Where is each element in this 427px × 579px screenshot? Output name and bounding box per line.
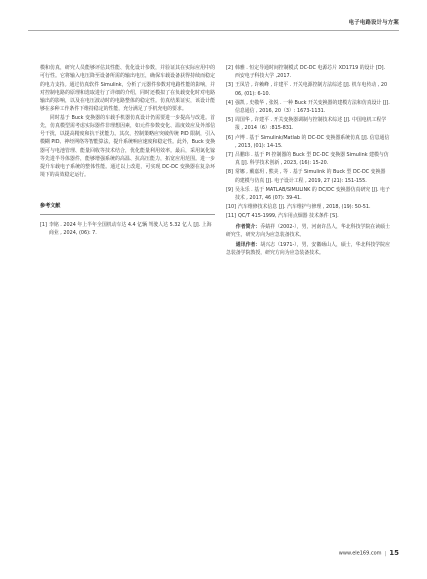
reference-item bbox=[226, 116, 390, 132]
body-paragraph: 同时基于 Buck 变换器的车载手机器仿真设计仍需要进一步提高与改进。首先，仿真模型需考虑实际器件非理想因素，如元件参数变化、温度效应及外部信号干扰，以提高精度和抗干扰能力。其次，控制策略应突破传统 PID 限制，引入模糊 PID、神经网络等智能算法，提升系统响应速度和稳定性。此外，Buck 变换器可与电池管理、能量回收等技术结合，优化能量利用效率。最后，采用氮化镓等先进半导体器件，能够增强系统的高温、抗高压能力，拓宽应用范围。进一步提升车载电子系统的整体性能。通过以上改进，可实现 DC-DC 变换器在复杂环境下的高效稳定运行。 bbox=[40, 114, 215, 179]
reference-number: [7] bbox=[226, 152, 233, 159]
reference-text: QC/T 415-1999, 汽车用点烟器 技术条件 [S]. bbox=[238, 213, 339, 220]
reference-item bbox=[226, 151, 390, 167]
author-bio-text: 乔婧祥（2002-），男，河南许昌人，华北科技学院在读硕士研究生，研究方向为应急装备技术。 bbox=[226, 223, 390, 238]
page-header bbox=[0, 8, 427, 48]
reference-item bbox=[226, 99, 390, 115]
reference-number: [6] bbox=[226, 134, 233, 141]
reference-number: [5] bbox=[226, 117, 233, 124]
body-paragraph: 模和仿真，研究人员能够评估其性能、优化设计参数，并验证其在实际应用中的可行性。它将输入电压降至设备所需的输出电压，确保车载设备获得持续而稳定的电力支持。通过仿真软件 Simulink，分析了元器件参数对电路性能的影响，并对控制电路的原理和选取进行了详细的介绍，同时还模拟了在负载变化时对电路输出的影响，以及在电压波动时的电路整体的稳定性。仿真结果证实，该设计能够在多种工作条件下维持稳定的性能，充分满足了手机充电的要求。 bbox=[40, 65, 215, 113]
reference-number: [10] bbox=[226, 204, 237, 211]
reference-item bbox=[226, 81, 390, 97]
right-column bbox=[226, 64, 390, 258]
reference-text: 强凯 , 史敬华 , 张锐 . 一种 Buck 开关变换器的建模方法和仿真设计 [J]. 信息通信 , 2016, 20（3）: 1673-1131. bbox=[234, 99, 390, 115]
page-number: 15 bbox=[389, 549, 399, 557]
reference-number: [9] bbox=[226, 186, 233, 193]
reference-text: 汽车维修技术信息 [J]. 汽车维护与修理 , 2018, (19): 50-51. bbox=[238, 204, 371, 211]
reference-item bbox=[226, 186, 390, 202]
reference-item bbox=[40, 221, 215, 237]
references-heading: 参考文献 bbox=[40, 202, 61, 209]
corresponding-author-bio bbox=[226, 241, 390, 258]
reference-item bbox=[226, 64, 390, 80]
reference-number: [2] bbox=[226, 65, 233, 71]
author-bio-label: 通讯作者： bbox=[235, 242, 261, 249]
author-bio-label: 作者简介： bbox=[235, 223, 261, 230]
reference-text: 李铭 . 2024 年上半年全国机动车达 4.4 亿辆 驾驶人达 5.32 亿人 [J]. 上海商业 , 2024, (06): 7. bbox=[48, 221, 212, 236]
reference-text: 卢博 . 基于 Simulink/Matlab 的 DC-DC 变换器系统仿真 [J]. 信息通信 , 2013, (01): 14-15. bbox=[234, 134, 390, 149]
header-divider bbox=[28, 30, 399, 31]
reference-number: [11] bbox=[226, 213, 237, 220]
reference-item bbox=[226, 168, 390, 184]
journal-section-title: 电子电路设计与方案 bbox=[348, 20, 399, 26]
references-divider bbox=[40, 214, 215, 215]
page-footer bbox=[339, 549, 399, 557]
author-bio-text: 胡兴志（1971-），男，安徽砀山人，硕士，华北科技学院应急装备学院教授，研究方向为应急装备技术。 bbox=[226, 242, 390, 257]
reference-number: [3] bbox=[226, 82, 233, 89]
left-column bbox=[40, 64, 215, 238]
reference-text: 韩雅 . 恒定导通时间控制模式 DC-DC 电源芯片 XD1719 的设计 [D]. 西安电子科技大学 ,2017. bbox=[234, 65, 386, 80]
reference-text: 王凤岩 , 许赖峰 , 许建平 . 开关电源控制方法综述 [J]. 机车电传动 , 2006, (01): 6-10. bbox=[234, 82, 388, 97]
reference-item bbox=[226, 212, 390, 220]
reference-text: 周国华 , 许建平 . 开关变换器调制与控制技术综述 [J]. 中国电机工程学报 , 2014（6）:815-831. bbox=[234, 117, 387, 132]
reference-text: 吕鹏玮 . 基于 PI 控制器的 Buck 型 DC-DC 变换器 Simulink 建模与仿真 [J]. 科学技术创新 , 2023, (16): 15-20. bbox=[234, 152, 389, 167]
reference-item bbox=[226, 203, 390, 211]
reference-number: [4] bbox=[226, 99, 233, 106]
reference-text: 吴永乐 . 基于 MATLAB/SIMULINK 的 DC/DC 变换器仿真研究 [J]. 电子技术 , 2017, 46 (07): 39-41. bbox=[234, 186, 390, 202]
reference-text: 常娜 , 戴嘉玥 , 熊美 , 等 . 基于 Simulink 的 Buck 型 DC-DC 变换器的建模与仿真 [J]. 电子设计工程 , 2019, 27 (21): 151-155. bbox=[234, 169, 386, 184]
reference-number: [8] bbox=[226, 169, 233, 176]
author-bio bbox=[226, 223, 390, 240]
footer-separator: | bbox=[384, 550, 387, 557]
journal-url: www.ele169.com bbox=[338, 550, 382, 557]
reference-item bbox=[226, 134, 390, 150]
reference-number: [1] bbox=[40, 221, 47, 228]
